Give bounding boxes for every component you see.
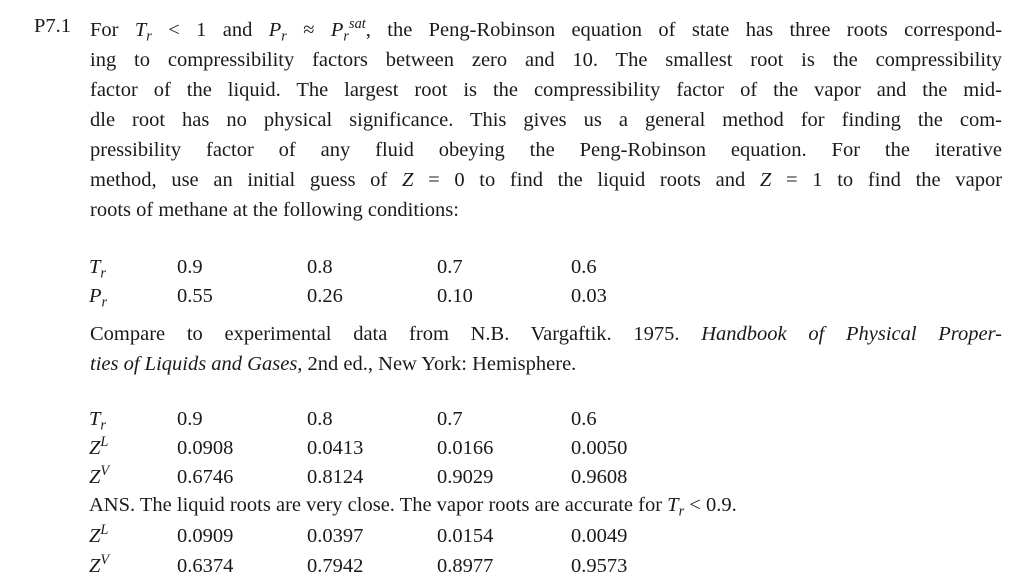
problem-statement	[90, 15, 1002, 225]
problem-line-3: factor of the liquid. The largest root is the compressibility factor of the vapor and the mid-	[90, 79, 1002, 101]
table-cell: 0.9573	[571, 555, 628, 577]
problem-line-4: dle root has no physical significance. This gives us a general method for finding the com-	[90, 109, 1002, 131]
table-cell: 0.9	[177, 408, 203, 430]
table-cell: 0.0397	[307, 525, 364, 547]
table-cell: 0.0049	[571, 525, 628, 547]
problem-number: P7.1	[34, 15, 72, 37]
table-cell: 0.6374	[177, 555, 234, 577]
table-cell: 0.9029	[437, 466, 494, 488]
table-cell: 0.7942	[307, 555, 364, 577]
table-cell: 0.0413	[307, 437, 364, 459]
table-cell: 0.0050	[571, 437, 628, 459]
answer-row-zv	[0, 551, 1024, 581]
table-cell: 0.9	[177, 256, 203, 278]
answer-line: ANS. The liquid roots are very close. The vapor roots are accurate for $T_r < 0.9$.	[89, 494, 737, 520]
experimental-row-zv	[0, 462, 1024, 492]
compare-line-2: ties of Liquids and Gases, 2nd ed., New York: Hemisphere.	[90, 353, 577, 375]
row-label: $T_r$	[89, 408, 106, 434]
experimental-row-tr	[0, 404, 1024, 434]
table-cell: 0.9608	[571, 466, 628, 488]
compare-paragraph	[90, 319, 1002, 379]
table-cell: 0.7	[437, 408, 463, 430]
table-cell: 0.26	[307, 285, 343, 307]
table-cell: 0.8124	[307, 466, 364, 488]
table-cell: 0.0909	[177, 525, 234, 547]
table-cell: 0.6746	[177, 466, 234, 488]
table-cell: 0.0908	[177, 437, 234, 459]
table-cell: 0.8977	[437, 555, 494, 577]
problem-line-5: pressibility factor of any fluid obeying the Peng-Robinson equation. For the iterative	[90, 139, 1002, 161]
table-cell: 0.0154	[437, 525, 494, 547]
row-label: $Z^L$	[89, 434, 109, 459]
table-cell: 0.8	[307, 256, 333, 278]
row-label: $Z^V$	[89, 463, 110, 488]
conditions-row-tr	[0, 252, 1024, 282]
table-cell: 0.7	[437, 256, 463, 278]
table-cell: 0.03	[571, 285, 607, 307]
row-label: $P_r$	[89, 285, 108, 311]
table-cell: 0.6	[571, 408, 597, 430]
table-cell: 0.55	[177, 285, 213, 307]
table-cell: 0.8	[307, 408, 333, 430]
compare-line-1: Compare to experimental data from N.B. Vargaftik. 1975. Handbook of Physical Proper-	[90, 323, 1002, 345]
row-label: $Z^V$	[89, 552, 110, 577]
experimental-row-zl	[0, 433, 1024, 463]
table-cell: 0.0166	[437, 437, 494, 459]
conditions-row-pr	[0, 281, 1024, 311]
table-cell: 0.6	[571, 256, 597, 278]
problem-line-2: ing to compressibility factors between zero and 10. The smallest root is the compressibility	[90, 49, 1002, 71]
problem-line-6: method, use an initial guess of Z = 0 to find the liquid roots and Z = 1 to find the vapor	[90, 169, 1003, 191]
answer-row-zl	[0, 521, 1024, 551]
row-label: $T_r$	[89, 256, 106, 282]
row-label: $Z^L$	[89, 522, 109, 547]
table-cell: 0.10	[437, 285, 473, 307]
problem-line-7: roots of methane at the following conditions:	[90, 199, 459, 221]
problem-line-1: For $T_r < 1$ and $P_r \approx P_r^{sat}$, the Peng-Robinson equation of state has three roots correspond-	[90, 16, 1003, 45]
